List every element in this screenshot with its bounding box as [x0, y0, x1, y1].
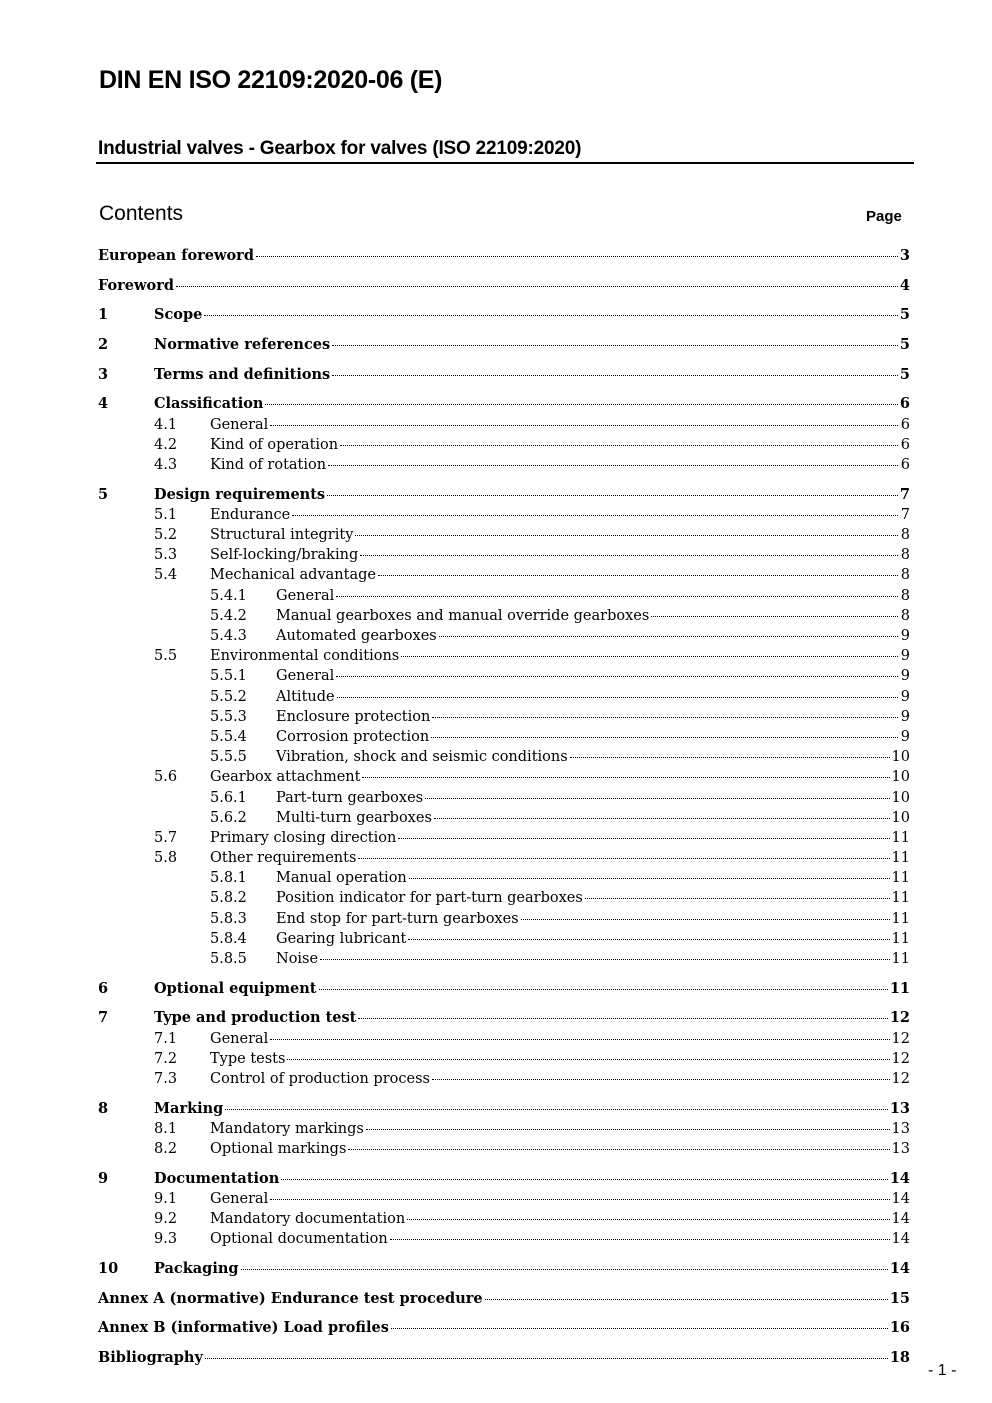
toc-entry-page: 12 — [891, 1030, 910, 1047]
table-of-contents — [98, 246, 910, 1368]
toc-entry[interactable] — [98, 1139, 910, 1159]
toc-entry-number: 4.1 — [154, 416, 178, 433]
toc-dot-leader — [585, 897, 890, 899]
toc-entry-title: Control of production process — [210, 1070, 430, 1087]
toc-entry[interactable] — [98, 929, 910, 949]
toc-dot-leader — [485, 1298, 888, 1300]
toc-entry[interactable] — [98, 246, 910, 266]
toc-entry[interactable] — [98, 1169, 910, 1189]
page-number-footer: - 1 - — [928, 1362, 957, 1379]
toc-dot-leader — [332, 374, 898, 376]
toc-entry-number: 5.5.5 — [210, 749, 247, 766]
toc-entry-page: 14 — [891, 1190, 910, 1207]
toc-entry-page: 10 — [891, 809, 910, 826]
toc-entry-page: 9 — [900, 728, 910, 745]
toc-dot-leader — [362, 776, 889, 778]
toc-dot-leader — [407, 1218, 889, 1220]
toc-dot-leader — [432, 716, 898, 718]
toc-dot-leader — [225, 1108, 887, 1110]
toc-dot-leader — [434, 817, 890, 819]
toc-entry[interactable] — [98, 1119, 910, 1139]
toc-entry-number: 5.8 — [154, 850, 178, 867]
toc-entry-title: Documentation — [154, 1169, 280, 1187]
toc-entry-title: Normative references — [154, 336, 331, 354]
document-id: DIN EN ISO 22109:2020-06 (E) — [99, 66, 443, 94]
toc-entry-title: Corrosion protection — [276, 728, 430, 745]
toc-entry-number: 2 — [98, 336, 109, 354]
toc-dot-leader — [391, 1327, 888, 1329]
toc-entry[interactable] — [98, 1318, 910, 1338]
toc-entry-number: 5.5.1 — [210, 668, 247, 685]
toc-entry-title: End stop for part-turn gearboxes — [276, 910, 519, 927]
toc-dot-leader — [431, 736, 898, 738]
toc-entry[interactable] — [98, 666, 910, 686]
toc-entry-page: 6 — [900, 416, 910, 433]
toc-entry-page: 8 — [900, 567, 910, 584]
toc-entry[interactable] — [98, 435, 910, 455]
toc-entry[interactable] — [98, 394, 910, 414]
toc-entry-page: 10 — [891, 789, 910, 806]
toc-entry-page: 9 — [900, 688, 910, 705]
toc-dot-leader — [390, 1238, 890, 1240]
toc-entry-title: Self-locking/braking — [210, 547, 359, 564]
toc-entry[interactable] — [98, 545, 910, 565]
toc-entry[interactable] — [98, 606, 910, 626]
toc-dot-leader — [358, 1017, 887, 1019]
toc-dot-leader — [521, 918, 890, 920]
toc-entry[interactable] — [98, 415, 910, 435]
toc-entry-number: 8 — [98, 1099, 109, 1117]
toc-entry[interactable] — [98, 525, 910, 545]
toc-entry-title: Noise — [276, 951, 319, 967]
toc-entry[interactable] — [98, 828, 910, 848]
toc-entry-number: 5.8.4 — [210, 930, 247, 947]
toc-entry[interactable] — [98, 949, 910, 969]
toc-entry-number: 5.4.2 — [210, 607, 247, 624]
toc-entry[interactable] — [98, 505, 910, 525]
toc-dot-leader — [292, 514, 898, 516]
toc-entry[interactable] — [98, 485, 910, 505]
toc-entry-number: 10 — [98, 1259, 119, 1277]
toc-entry-number: 9.2 — [154, 1211, 178, 1228]
toc-entry-number: 7.3 — [154, 1070, 178, 1087]
toc-entry-title: Primary closing direction — [210, 829, 397, 846]
toc-entry-page: 8 — [900, 527, 910, 544]
toc-dot-leader — [355, 534, 898, 536]
toc-entry-number: 5.5.2 — [210, 688, 247, 705]
toc-entry-number: 5.4.1 — [210, 587, 247, 604]
toc-entry-number: 1 — [98, 306, 109, 324]
toc-entry[interactable] — [98, 586, 910, 606]
toc-entry-number: 9 — [98, 1169, 109, 1187]
toc-entry-number: 5.8.1 — [210, 870, 247, 887]
toc-entry-page: 14 — [891, 1231, 910, 1248]
toc-entry-title: Altitude — [276, 688, 335, 705]
toc-dot-leader — [398, 837, 889, 839]
toc-entry-page: 11 — [891, 951, 910, 967]
toc-dot-leader — [439, 635, 898, 637]
toc-entry-page: 9 — [900, 668, 910, 685]
toc-dot-leader — [336, 595, 898, 597]
toc-entry-page: 6 — [900, 436, 910, 453]
toc-entry[interactable] — [98, 808, 910, 828]
toc-entry[interactable] — [98, 335, 910, 355]
toc-entry-title: European foreword — [98, 247, 254, 264]
toc-entry-title: Mechanical advantage — [210, 567, 376, 584]
toc-entry-page: 4 — [899, 276, 910, 294]
toc-dot-leader — [378, 574, 898, 576]
toc-entry-page: 7 — [900, 506, 910, 523]
toc-entry[interactable] — [98, 276, 910, 296]
toc-entry-title: Classification — [154, 395, 264, 413]
toc-dot-leader — [320, 958, 889, 960]
toc-entry-number: 5 — [98, 485, 109, 503]
toc-entry-title: Bibliography — [98, 1349, 203, 1366]
toc-dot-leader — [348, 1148, 889, 1150]
toc-entry-title: Terms and definitions — [154, 365, 331, 383]
toc-entry[interactable] — [98, 455, 910, 475]
document-subtitle: Industrial valves - Gearbox for valves (ISO 22109:2020) — [98, 138, 582, 159]
toc-entry[interactable] — [98, 305, 910, 325]
toc-entry-page: 5 — [899, 365, 910, 383]
toc-entry-page: 11 — [891, 890, 910, 907]
toc-entry-number: 5.1 — [154, 506, 178, 523]
toc-dot-leader — [270, 424, 898, 426]
toc-entry-page: 6 — [899, 395, 910, 413]
toc-entry-title: Optional equipment — [154, 979, 317, 997]
toc-entry[interactable] — [98, 1008, 910, 1028]
toc-entry-number: 8.2 — [154, 1141, 178, 1157]
toc-entry-number: 5.6 — [154, 769, 178, 786]
toc-dot-leader — [360, 554, 898, 556]
toc-entry-number: 3 — [98, 365, 109, 383]
toc-dot-leader — [256, 255, 898, 257]
toc-entry-page: 13 — [891, 1120, 910, 1137]
toc-entry-title: Type tests — [210, 1050, 286, 1067]
toc-entry-title: Mandatory documentation — [210, 1211, 406, 1228]
toc-entry-number: 7 — [98, 1009, 109, 1027]
toc-entry-title: Design requirements — [154, 485, 326, 503]
toc-dot-leader — [328, 464, 898, 466]
toc-entry-number: 5.5.4 — [210, 728, 247, 745]
toc-entry-title: Environmental conditions — [210, 648, 400, 665]
toc-entry[interactable] — [98, 687, 910, 707]
toc-entry-title: General — [276, 668, 335, 685]
title-rule — [96, 162, 914, 164]
toc-entry-page: 15 — [889, 1289, 910, 1307]
toc-dot-leader — [432, 1078, 890, 1080]
toc-dot-leader — [651, 615, 898, 617]
toc-entry-title: Optional documentation — [210, 1231, 388, 1248]
toc-entry-title: Annex A (normative) Endurance test procedure — [98, 1289, 483, 1307]
toc-entry-number: 5.8.2 — [210, 890, 247, 907]
toc-entry-page: 12 — [889, 1009, 910, 1027]
toc-dot-leader — [319, 988, 888, 990]
toc-entry-page: 9 — [900, 708, 910, 725]
toc-entry-number: 9.3 — [154, 1231, 178, 1248]
toc-entry-number: 5.7 — [154, 829, 178, 846]
toc-entry[interactable] — [98, 788, 910, 808]
toc-entry[interactable] — [98, 1259, 910, 1279]
toc-entry-title: Kind of operation — [210, 436, 339, 453]
toc-dot-leader — [204, 314, 898, 316]
toc-dot-leader — [401, 655, 898, 657]
toc-entry-page: 14 — [891, 1211, 910, 1228]
toc-entry-title: Mandatory markings — [210, 1120, 364, 1137]
toc-entry-number: 5.2 — [154, 527, 178, 544]
toc-dot-leader — [287, 1058, 889, 1060]
toc-entry-number: 7.2 — [154, 1050, 178, 1067]
toc-entry[interactable] — [98, 868, 910, 888]
toc-entry[interactable] — [98, 909, 910, 929]
toc-entry-number: 8.1 — [154, 1120, 178, 1137]
toc-entry-title: Other requirements — [210, 850, 357, 867]
toc-entry-page: 8 — [900, 607, 910, 624]
toc-entry-page: 5 — [899, 306, 910, 324]
toc-entry[interactable] — [98, 1209, 910, 1229]
toc-entry-title: Packaging — [154, 1259, 239, 1277]
toc-entry-number: 9.1 — [154, 1190, 178, 1207]
toc-dot-leader — [327, 494, 898, 496]
toc-entry[interactable] — [98, 1029, 910, 1049]
toc-entry[interactable] — [98, 747, 910, 767]
toc-entry-page: 13 — [891, 1141, 910, 1157]
toc-entry-title: Optional markings — [210, 1141, 347, 1157]
toc-entry[interactable] — [98, 727, 910, 747]
toc-dot-leader — [270, 1038, 889, 1040]
toc-entry-title: Gearbox attachment — [210, 769, 361, 786]
toc-entry-page: 10 — [891, 769, 910, 786]
toc-entry-number: 5.5 — [154, 648, 178, 665]
toc-dot-leader — [336, 675, 898, 677]
toc-entry-number: 5.6.1 — [210, 789, 247, 806]
toc-entry-page: 11 — [889, 979, 910, 997]
toc-entry-title: General — [276, 587, 335, 604]
toc-entry-title: Endurance — [210, 506, 291, 523]
toc-entry-page: 9 — [900, 648, 910, 665]
toc-entry-title: Scope — [154, 306, 203, 324]
toc-entry-title: Foreword — [98, 276, 174, 294]
toc-entry[interactable] — [98, 1229, 910, 1249]
toc-entry-number: 5.5.3 — [210, 708, 247, 725]
toc-entry-number: 5.3 — [154, 547, 178, 564]
toc-entry[interactable] — [98, 1069, 910, 1089]
toc-entry-number: 4.3 — [154, 457, 178, 473]
toc-entry-number: 5.8.5 — [210, 951, 247, 967]
toc-entry-page: 8 — [900, 547, 910, 564]
toc-entry-title: Manual operation — [276, 870, 407, 887]
toc-entry-title: Type and production test — [154, 1009, 357, 1027]
toc-entry-title: Vibration, shock and seismic conditions — [276, 749, 568, 766]
contents-title: Contents — [99, 202, 184, 225]
toc-entry-title: Structural integrity — [210, 527, 354, 544]
toc-dot-leader — [408, 938, 889, 940]
toc-entry-title: Position indicator for part-turn gearboxes — [276, 890, 583, 907]
toc-dot-leader — [205, 1357, 888, 1359]
toc-dot-leader — [332, 344, 898, 346]
toc-entry[interactable] — [98, 1099, 910, 1119]
toc-dot-leader — [366, 1128, 890, 1130]
toc-entry-page: 11 — [891, 910, 910, 927]
toc-entry-page: 9 — [900, 628, 910, 644]
toc-entry[interactable] — [98, 979, 910, 999]
toc-entry-title: Annex B (informative) Load profiles — [98, 1319, 389, 1337]
toc-entry-page: 13 — [889, 1099, 910, 1117]
toc-entry-title: Enclosure protection — [276, 708, 431, 725]
toc-entry[interactable] — [98, 365, 910, 385]
toc-entry-page: 5 — [899, 336, 910, 354]
toc-entry-title: Multi-turn gearboxes — [276, 809, 432, 826]
toc-dot-leader — [281, 1178, 888, 1180]
toc-entry-title: Gearing lubricant — [276, 930, 407, 947]
toc-entry-page: 8 — [900, 587, 910, 604]
toc-dot-leader — [265, 403, 897, 405]
toc-entry-page: 6 — [900, 457, 910, 473]
toc-entry-title: Automated gearboxes — [276, 628, 437, 644]
toc-dot-leader — [340, 444, 898, 446]
toc-entry-number: 5.4.3 — [210, 628, 247, 644]
toc-entry-number: 6 — [98, 979, 109, 997]
toc-dot-leader — [358, 857, 889, 859]
toc-entry-title: General — [210, 1190, 269, 1207]
toc-entry[interactable] — [98, 565, 910, 585]
toc-entry-page: 11 — [891, 870, 910, 887]
toc-entry-page: 11 — [891, 850, 910, 867]
toc-dot-leader — [570, 756, 890, 758]
toc-entry-page: 3 — [899, 247, 910, 264]
toc-entry-title: General — [210, 1030, 269, 1047]
toc-dot-leader — [409, 877, 890, 879]
toc-entry[interactable] — [98, 1189, 910, 1209]
toc-entry[interactable] — [98, 1289, 910, 1309]
toc-entry-number: 7.1 — [154, 1030, 178, 1047]
toc-entry-number: 4.2 — [154, 436, 178, 453]
toc-entry-page: 11 — [891, 829, 910, 846]
toc-entry-page: 18 — [889, 1349, 910, 1366]
toc-dot-leader — [337, 696, 898, 698]
toc-dot-leader — [176, 285, 898, 287]
toc-dot-leader — [241, 1268, 888, 1270]
toc-entry-title: Kind of rotation — [210, 457, 327, 473]
toc-entry-page: 7 — [899, 485, 910, 503]
toc-entry-number: 5.6.2 — [210, 809, 247, 826]
toc-entry[interactable] — [98, 848, 910, 868]
toc-entry-title: General — [210, 416, 269, 433]
toc-dot-leader — [425, 797, 889, 799]
toc-entry-page: 10 — [891, 749, 910, 766]
toc-dot-leader — [270, 1198, 889, 1200]
toc-entry-page: 11 — [891, 930, 910, 947]
page-column-label: Page — [866, 208, 902, 225]
toc-entry-title: Marking — [154, 1099, 224, 1117]
toc-entry[interactable] — [98, 767, 910, 787]
toc-entry-page: 12 — [891, 1070, 910, 1087]
toc-entry-page: 14 — [889, 1169, 910, 1187]
toc-entry-number: 5.4 — [154, 567, 178, 584]
toc-entry[interactable] — [98, 1348, 910, 1368]
toc-entry-page: 12 — [891, 1050, 910, 1067]
toc-entry[interactable] — [98, 646, 910, 666]
toc-entry-page: 16 — [889, 1319, 910, 1337]
toc-entry-number: 5.8.3 — [210, 910, 247, 927]
toc-entry-title: Part-turn gearboxes — [276, 789, 424, 806]
toc-entry[interactable] — [98, 707, 910, 727]
toc-entry[interactable] — [98, 626, 910, 646]
toc-entry-title: Manual gearboxes and manual override gearboxes — [276, 607, 650, 624]
toc-entry[interactable] — [98, 1049, 910, 1069]
toc-entry-number: 4 — [98, 395, 109, 413]
toc-entry[interactable] — [98, 888, 910, 908]
toc-entry-page: 14 — [889, 1259, 910, 1277]
